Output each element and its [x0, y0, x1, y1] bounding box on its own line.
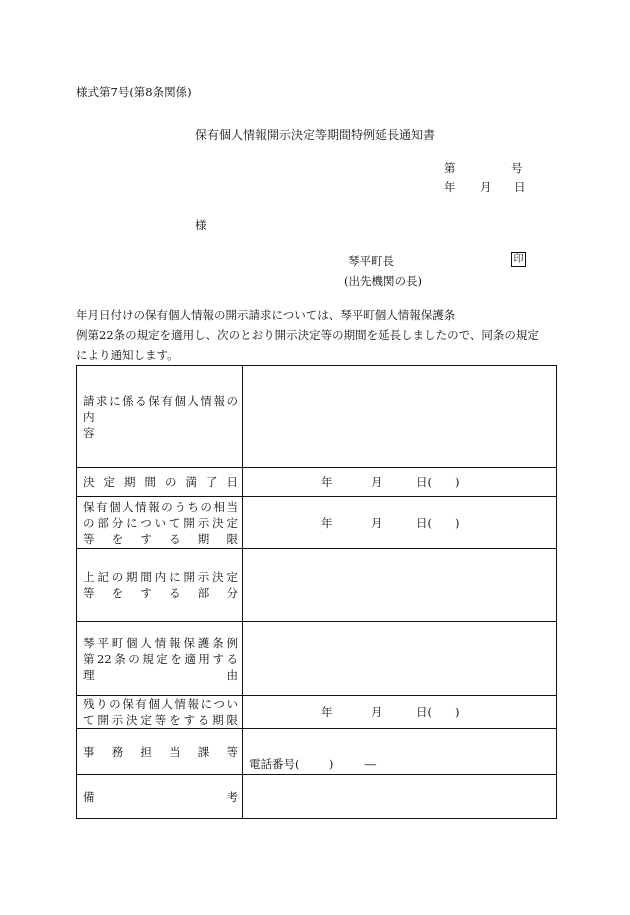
- value-remarks[interactable]: [243, 775, 557, 819]
- label-line: 等をする期限: [83, 531, 238, 546]
- label-line: 琴平町個人情報保護条例: [83, 635, 238, 650]
- form-number: 様式第7号(第8条関係): [76, 85, 192, 99]
- field-day: 日(: [416, 475, 432, 489]
- value-remaining-deadline[interactable]: [243, 696, 557, 729]
- label-part-within-period: [77, 549, 243, 622]
- date-field: [243, 704, 556, 720]
- label-line: 請求に係る保有個人情報の: [83, 393, 238, 408]
- field-close: ): [455, 705, 460, 719]
- label-remarks: [77, 775, 243, 819]
- addressee-suffix: 様: [195, 218, 207, 232]
- label-line: の部分について開示決定: [83, 515, 238, 530]
- label-line: 理 由: [83, 667, 238, 682]
- notice-body: [76, 305, 558, 365]
- label-line: 備考: [83, 789, 238, 804]
- label-line: 内 容: [83, 409, 233, 440]
- doc-number-suffix: 号: [511, 161, 523, 175]
- label-reason: [77, 622, 243, 696]
- value-part-within-period[interactable]: [243, 549, 557, 622]
- value-partial-deadline[interactable]: [243, 497, 557, 549]
- field-year: 年: [321, 705, 333, 719]
- phone-label: 電話番号(: [249, 757, 300, 771]
- phone-dash: ―: [364, 757, 377, 771]
- label-line: 残りの保有個人情報につい: [83, 697, 238, 711]
- field-month: 月: [371, 475, 383, 489]
- row-reason: [77, 622, 557, 696]
- date-day: 日: [514, 180, 526, 194]
- value-department[interactable]: [243, 729, 557, 775]
- row-requested-info: [77, 366, 557, 468]
- label-line: 決定期間の満了日: [83, 475, 238, 489]
- seal-mark: 印: [511, 252, 526, 267]
- date-month: 月: [480, 180, 492, 194]
- label-decision-deadline: [77, 468, 243, 497]
- label-remaining-deadline: [77, 696, 243, 729]
- label-partial-deadline: [77, 497, 243, 549]
- label-line: 第22条の規定を適用する: [83, 651, 238, 666]
- issuer-branch: (出先機関の長): [344, 274, 422, 288]
- issuer-name: 琴平町長: [348, 254, 394, 268]
- document-title: 保有個人情報開示決定等期間特例延長通知書: [195, 128, 436, 142]
- body-line-3: により通知します。: [76, 348, 179, 362]
- row-partial-deadline: [77, 497, 557, 549]
- notice-form-table: [76, 365, 557, 819]
- body-line-2: 例第22条の規定を適用し、次のとおり開示決定等の期間を延長しましたので、同条の規定: [76, 328, 539, 342]
- label-line: 保有個人情報のうちの相当: [83, 499, 238, 514]
- date-field: [243, 515, 556, 531]
- label-line: て開示決定等をする期限: [83, 713, 238, 727]
- value-decision-deadline[interactable]: [243, 468, 557, 497]
- field-day: 日(: [416, 515, 432, 530]
- field-year: 年: [321, 475, 333, 489]
- body-line-1: [76, 305, 558, 325]
- row-department: [77, 729, 557, 775]
- field-month: 月: [371, 515, 383, 530]
- field-year: 年: [321, 515, 333, 530]
- row-decision-deadline: [77, 468, 557, 497]
- row-remarks: [77, 775, 557, 819]
- body-year: 年: [76, 308, 88, 322]
- label-department: [77, 729, 243, 775]
- doc-number-prefix: 第: [444, 161, 456, 175]
- field-day: 日(: [416, 705, 432, 719]
- date-field: [243, 474, 556, 490]
- row-remaining-deadline: [77, 696, 557, 729]
- value-requested-info[interactable]: [243, 366, 557, 468]
- body-month: 月: [87, 308, 99, 322]
- date-year: 年: [444, 180, 456, 194]
- row-part-within-period: [77, 549, 557, 622]
- label-line: 等をする部分: [83, 586, 238, 600]
- field-close: ): [455, 515, 460, 530]
- value-reason[interactable]: [243, 622, 557, 696]
- field-close: ): [455, 475, 460, 489]
- label-line: 上記の期間内に開示決定: [83, 570, 238, 584]
- label-requested-info: [77, 366, 243, 468]
- label-line: 事務担当課等: [83, 744, 238, 759]
- phone-close: ): [328, 757, 334, 771]
- body-line1-rest: 日付けの保有個人情報の開示請求については、琴平町個人情報保護条: [99, 308, 456, 322]
- field-month: 月: [371, 705, 383, 719]
- phone-field: [249, 757, 376, 771]
